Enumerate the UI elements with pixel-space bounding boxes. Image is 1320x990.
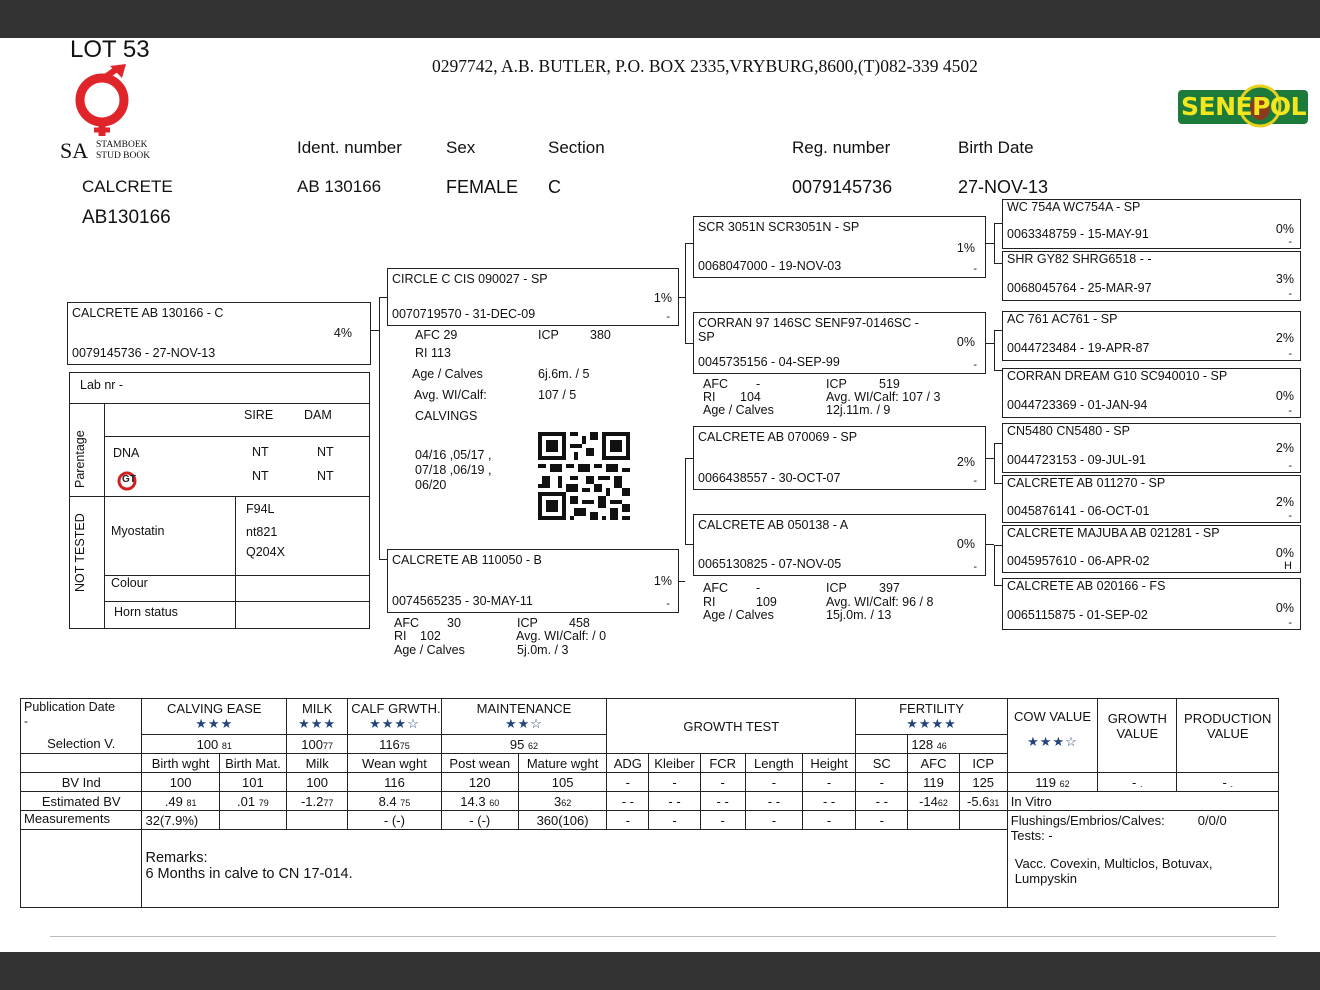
bv-cell: - bbox=[607, 773, 649, 792]
subject-name: CALCRETE AB 130166 - C bbox=[72, 306, 224, 320]
g3-box-7: CALCRETE MAJUBA AB 021281 - SP 0% 0045957610 - 06-APR-02 H bbox=[1002, 525, 1301, 573]
est-cell: -5.631 bbox=[959, 792, 1007, 811]
sex-value: FEMALE bbox=[446, 177, 519, 197]
calving-ease-cell bbox=[142, 699, 287, 735]
lot-number: LOT 53 bbox=[70, 36, 150, 63]
g2-pct-1: 1% bbox=[956, 241, 975, 255]
g3-reg-4: 0044723369 - 01-JAN-94 bbox=[1007, 398, 1148, 412]
reg-label: Reg. number bbox=[792, 138, 891, 157]
dam-age-value: 6j.6m. / 5 bbox=[538, 367, 590, 381]
g2b-age-value: 15j.0m. / 13 bbox=[826, 608, 892, 622]
head-icp: ICP bbox=[959, 754, 1007, 773]
bv-ind-label: BV Ind bbox=[21, 773, 142, 792]
g2-box-4: CALCRETE AB 050138 - A 0% 0065130825 - 07-NOV-05 - bbox=[693, 514, 986, 576]
flushings-cell bbox=[1007, 811, 1278, 908]
sire-box: CIRCLE C CIS 090027 - SP 1% 0070719570 - 31-DEC-09 - bbox=[387, 268, 679, 326]
sire-reg: 0070719570 - 31-DEC-09 bbox=[392, 307, 536, 321]
meas-cell: - bbox=[607, 811, 649, 830]
g3-pct-1: 0% bbox=[1275, 222, 1294, 236]
est-cell: - - bbox=[649, 792, 700, 811]
g3-name-8: CALCRETE AB 020166 - FS bbox=[1007, 579, 1166, 593]
birth-label: Birth Date bbox=[958, 138, 1034, 157]
dam-wi-label: Avg. WI/Calf: bbox=[414, 388, 487, 402]
g2-name-2b: SP bbox=[698, 330, 715, 344]
head-milk: Milk bbox=[287, 754, 348, 773]
calving-ease-stars: ★★★ bbox=[195, 716, 234, 731]
g2-name-1: SCR 3051N SCR3051N - SP bbox=[698, 220, 860, 234]
head-afc: AFC bbox=[908, 754, 959, 773]
sire-name: CIRCLE C CIS 090027 - SP bbox=[392, 272, 548, 286]
est-cell: - - bbox=[856, 792, 908, 811]
dam-low-afc-value: 30 bbox=[447, 616, 461, 630]
head-birth-mat: Birth Mat. bbox=[219, 754, 286, 773]
dam-ri: RI 113 bbox=[415, 346, 451, 360]
est-cell: - - bbox=[607, 792, 649, 811]
g3-reg-5: 0044723153 - 09-JUL-91 bbox=[1007, 453, 1146, 467]
lab-dam: DAM bbox=[304, 408, 332, 422]
fertility-stars: ★★★★ bbox=[906, 716, 957, 731]
g2a-wi: Avg. WI/Calf: 107 / 3 bbox=[826, 390, 941, 404]
g3-name-1: WC 754A WC754A - SP bbox=[1007, 200, 1141, 214]
dna-label: DNA bbox=[113, 446, 140, 460]
gt-logo-icon bbox=[117, 471, 139, 491]
bv-cell: 116 bbox=[348, 773, 441, 792]
g3-name-5: CN5480 CN5480 - SP bbox=[1007, 424, 1130, 438]
selv-fertility: 128 46 bbox=[908, 735, 1007, 754]
est-cell: 8.4 75 bbox=[348, 792, 441, 811]
pub-date-label: Publication Date bbox=[24, 700, 116, 714]
g3-pct-8: 0% bbox=[1275, 601, 1294, 615]
ident-value: AB 130166 bbox=[297, 177, 382, 196]
sire-pct: 1% bbox=[653, 291, 672, 305]
bv-cell: 119 bbox=[908, 773, 959, 792]
dam-low-age-value: 5j.0m. / 3 bbox=[517, 643, 569, 657]
g2a-afc-value: - bbox=[756, 377, 761, 391]
g2-box-2: CORRAN 97 146SC SENF97-0146SC - SP 0% 0045735156 - 04-SEP-99 - bbox=[693, 312, 986, 374]
g3-name-2: SHR GY82 SHRG6518 - - bbox=[1007, 252, 1152, 266]
production-value-cell: PRODUCTION VALUE bbox=[1177, 699, 1279, 773]
estimated-bv-label: Estimated BV bbox=[21, 792, 142, 811]
meas-cell: 360(106) bbox=[518, 811, 606, 830]
gt-logo-text: GT bbox=[122, 474, 136, 485]
growth-bv: - . bbox=[1098, 773, 1177, 792]
horn-label: Horn status bbox=[114, 605, 178, 619]
calving-ease-label: CALVING EASE bbox=[167, 701, 262, 716]
not-tested-label: NOT TESTED bbox=[73, 513, 87, 592]
colour-label: Colour bbox=[111, 576, 148, 590]
head-length: Length bbox=[745, 754, 802, 773]
lab-number: Lab nr - bbox=[80, 378, 124, 392]
vaccination-line-1: Vacc. Covexin, Multiclos, Botuvax, bbox=[1014, 856, 1213, 871]
dam-afc: AFC 29 bbox=[415, 328, 458, 342]
g3-box-4: CORRAN DREAM G10 SC940010 - SP 0% 0044723369 - 01-JAN-94 - bbox=[1002, 368, 1301, 418]
g2b-icp-value: 397 bbox=[879, 581, 900, 595]
flushings-value: 0/0/0 bbox=[1197, 813, 1227, 828]
meas-cell bbox=[959, 811, 1007, 830]
g2b-icp: ICP bbox=[826, 581, 847, 595]
dam-low-icp: ICP bbox=[517, 616, 538, 630]
dam-box: CALCRETE AB 110050 - B 1% 0074565235 - 30-MAY-11 - bbox=[387, 549, 679, 613]
remarks-label: Remarks: bbox=[145, 850, 208, 866]
g2a-ri: RI bbox=[703, 390, 716, 404]
head-sc: SC bbox=[856, 754, 908, 773]
g2-name-3: CALCRETE AB 070069 - SP bbox=[698, 430, 858, 444]
g3-pct-4: 0% bbox=[1275, 389, 1294, 403]
g3-name-6: CALCRETE AB 011270 - SP bbox=[1007, 476, 1166, 490]
g3-reg-1: 0063348759 - 15-MAY-91 bbox=[1007, 227, 1149, 241]
bv-cell: - bbox=[649, 773, 700, 792]
dna-sire-2: NT bbox=[252, 469, 269, 483]
meas-cell: - (-) bbox=[348, 811, 441, 830]
g2-pct-4: 0% bbox=[956, 537, 975, 551]
logo-sa-letters: SA bbox=[60, 138, 89, 163]
g2-reg-1: 0068047000 - 19-NOV-03 bbox=[698, 259, 842, 273]
g2-name-2: CORRAN 97 146SC SENF97-0146SC - bbox=[698, 316, 919, 330]
breeding-values-table bbox=[20, 698, 1279, 908]
dam-low-afc: AFC bbox=[394, 616, 419, 630]
milk-cell bbox=[287, 699, 348, 735]
g3-pct-6: 2% bbox=[1275, 495, 1294, 509]
g2b-afc-value: - bbox=[756, 581, 761, 595]
growth-test-cell: GROWTH TEST bbox=[607, 699, 856, 754]
dna-dam-1: NT bbox=[317, 445, 334, 459]
herd-name: CALCRETE bbox=[82, 177, 173, 196]
dam-low-icp-value: 458 bbox=[569, 616, 590, 630]
bv-cell: - bbox=[745, 773, 802, 792]
maintenance-label: MAINTENANCE bbox=[476, 701, 572, 716]
fertility-cell bbox=[856, 699, 1008, 735]
flushings-label: Flushings/Embrios/Calves: bbox=[1010, 813, 1165, 828]
g2b-ri: RI bbox=[703, 595, 716, 609]
g2a-icp-value: 519 bbox=[879, 377, 900, 391]
milk-stars: ★★★ bbox=[298, 716, 337, 731]
est-cell: - - bbox=[803, 792, 856, 811]
production-bv: - . bbox=[1177, 773, 1279, 792]
calvings-line-1: 04/16 ,05/17 , bbox=[415, 448, 492, 462]
bv-cell: - bbox=[803, 773, 856, 792]
maintenance-cell bbox=[441, 699, 607, 735]
cow-value-cell bbox=[1007, 699, 1097, 773]
head-height: Height bbox=[803, 754, 856, 773]
section-value: C bbox=[548, 177, 561, 197]
in-vitro-label: In Vitro bbox=[1007, 792, 1278, 811]
fertility-label: FERTILITY bbox=[899, 701, 964, 716]
dam-reg: 0074565235 - 30-MAY-11 bbox=[392, 594, 533, 608]
calvings-line-2: 07/18 ,06/19 , bbox=[415, 463, 492, 477]
g2-reg-3: 0066438557 - 30-OCT-07 bbox=[698, 471, 841, 485]
selv-calf-growth: 11675 bbox=[348, 735, 441, 754]
dam-low-ri: RI bbox=[394, 629, 407, 643]
g3-box-8: CALCRETE AB 020166 - FS 0% 0065115875 - 01-SEP-02 - bbox=[1002, 578, 1301, 630]
logo-sa-line2: STUD BOOK bbox=[96, 151, 151, 161]
dam-wi-value: 107 / 5 bbox=[538, 388, 577, 402]
g3-box-6: CALCRETE AB 011270 - SP 2% 0045876141 - 06-OCT-01 - bbox=[1002, 475, 1301, 523]
bv-cell: 100 bbox=[287, 773, 348, 792]
senepol-logo bbox=[1178, 84, 1308, 128]
tests-label: Tests: - bbox=[1010, 828, 1053, 843]
bv-cell: 125 bbox=[959, 773, 1007, 792]
remarks-text: 6 Months in calve to CN 17-014. bbox=[145, 866, 353, 882]
myostatin-f94l: F94L bbox=[246, 502, 275, 516]
est-cell: -1462 bbox=[908, 792, 959, 811]
senepol-text: SENEPOL bbox=[1181, 92, 1307, 121]
meas-cell bbox=[219, 811, 286, 830]
meas-cell: 32(7.9%) bbox=[142, 811, 219, 830]
milk-label: MILK bbox=[301, 701, 333, 716]
g2-reg-2: 0045735156 - 04-SEP-99 bbox=[698, 355, 840, 369]
g2-box-1: SCR 3051N SCR3051N - SP 1% 0068047000 - 19-NOV-03 - bbox=[693, 216, 986, 278]
qr-code-icon bbox=[538, 432, 630, 520]
g3-reg-7: 0045957610 - 06-APR-02 bbox=[1007, 554, 1150, 568]
cow-bv: 119 62 bbox=[1007, 773, 1097, 792]
est-cell: - - bbox=[700, 792, 745, 811]
growth-value-cell: GROWTH VALUE bbox=[1098, 699, 1177, 773]
calf-growth-stars: ★★★☆ bbox=[369, 716, 420, 731]
est-cell: 14.3 60 bbox=[441, 792, 518, 811]
g2a-ri-value: 104 bbox=[740, 390, 761, 404]
g2a-afc: AFC bbox=[703, 377, 728, 391]
g3-pct-3: 2% bbox=[1275, 331, 1294, 345]
bv-cell: 101 bbox=[219, 773, 286, 792]
ident-label: Ident. number bbox=[297, 138, 402, 157]
est-cell: 362 bbox=[518, 792, 606, 811]
g3-reg-8: 0065115875 - 01-SEP-02 bbox=[1007, 608, 1148, 622]
bv-cell: 120 bbox=[441, 773, 518, 792]
calf-growth-cell bbox=[348, 699, 441, 735]
g2b-ri-value: 109 bbox=[756, 595, 777, 609]
cow-value-stars: ★★★☆ bbox=[1027, 734, 1078, 749]
bv-cell: 100 bbox=[142, 773, 219, 792]
head-post-wean: Post wean bbox=[441, 754, 518, 773]
bv-cell: - bbox=[700, 773, 745, 792]
g2b-afc: AFC bbox=[703, 581, 728, 595]
meas-cell: - bbox=[649, 811, 700, 830]
g3-box-3: AC 761 AC761 - SP 2% 0044723484 - 19-APR-87 - bbox=[1002, 311, 1301, 361]
est-cell: .01 79 bbox=[219, 792, 286, 811]
g3-box-5: CN5480 CN5480 - SP 2% 0044723153 - 09-JUL-91 - bbox=[1002, 423, 1301, 473]
dam-icp-label: ICP bbox=[538, 328, 559, 342]
dam-age-label: Age / Calves bbox=[412, 367, 483, 381]
parentage-label: Parentage bbox=[73, 430, 87, 488]
measurements-label: Measurements bbox=[21, 811, 142, 830]
g2-pct-3: 2% bbox=[956, 455, 975, 469]
meas-cell bbox=[908, 811, 959, 830]
g2-pct-2: 0% bbox=[956, 335, 975, 349]
calvings-label: CALVINGS bbox=[415, 409, 478, 423]
selection-v-label: Selection V. bbox=[21, 734, 142, 753]
reg-value: 0079145736 bbox=[792, 177, 893, 197]
cow-value-label: COW VALUE bbox=[1013, 709, 1091, 724]
subject-box bbox=[67, 302, 371, 365]
est-cell: -1.277 bbox=[287, 792, 348, 811]
meas-cell: - bbox=[745, 811, 802, 830]
head-kleiber: Kleiber bbox=[649, 754, 700, 773]
top-bar bbox=[0, 0, 1320, 38]
g3-pct-5: 2% bbox=[1275, 441, 1294, 455]
head-wean-wght: Wean wght bbox=[348, 754, 441, 773]
bv-cell: 105 bbox=[518, 773, 606, 792]
breeder-address: 0297742, A.B. BUTLER, P.O. BOX 2335,VRYBURG,8600,(T)082-339 4502 bbox=[432, 56, 978, 76]
est-cell: .49 81 bbox=[142, 792, 219, 811]
vaccination-line-2: Lumpyskin bbox=[1014, 871, 1077, 886]
dam-low-wi: Avg. WI/Calf: / 0 bbox=[516, 629, 607, 643]
calf-growth-label: CALF GRWTH. bbox=[351, 701, 441, 716]
selv-maintenance: 95 62 bbox=[441, 735, 607, 754]
bottom-bar bbox=[0, 952, 1320, 990]
pub-date-value: - bbox=[24, 714, 28, 728]
g3-box-2: SHR GY82 SHRG6518 - - 3% 0068045764 - 25-MAR-97 - bbox=[1002, 251, 1301, 301]
head-adg: ADG bbox=[607, 754, 649, 773]
g3-reg-3: 0044723484 - 19-APR-87 bbox=[1007, 341, 1150, 355]
selv-calving: 100 81 bbox=[142, 735, 287, 754]
g3-name-7: CALCRETE MAJUBA AB 021281 - SP bbox=[1007, 526, 1220, 540]
remarks-cell bbox=[142, 830, 1007, 908]
studbook-logo-icon bbox=[70, 64, 136, 140]
g3-name-3: AC 761 AC761 - SP bbox=[1007, 312, 1118, 326]
selv-milk: 10077 bbox=[287, 735, 348, 754]
dam-name: CALCRETE AB 110050 - B bbox=[392, 553, 542, 567]
g3-pct-2: 3% bbox=[1275, 272, 1294, 286]
dna-sire-1: NT bbox=[252, 445, 269, 459]
meas-cell: - (-) bbox=[441, 811, 518, 830]
logo-sa-line1: STAMBOEK bbox=[96, 140, 148, 150]
lab-sire: SIRE bbox=[244, 408, 274, 422]
meas-cell: - bbox=[856, 811, 908, 830]
sex-label: Sex bbox=[446, 138, 476, 157]
myostatin-q204x: Q204X bbox=[246, 545, 285, 559]
est-cell: - - bbox=[745, 792, 802, 811]
dna-dam-2: NT bbox=[317, 469, 334, 483]
meas-cell bbox=[287, 811, 348, 830]
bv-cell: - bbox=[856, 773, 908, 792]
head-fcr: FCR bbox=[700, 754, 745, 773]
head-birth-wght: Birth wght bbox=[142, 754, 219, 773]
myostatin-nt821: nt821 bbox=[246, 525, 278, 539]
herd-id: AB130166 bbox=[82, 207, 171, 228]
dam-icp-value: 380 bbox=[590, 328, 611, 342]
dam-low-ri-value: 102 bbox=[420, 629, 441, 643]
section-label: Section bbox=[548, 138, 605, 157]
g3-name-4: CORRAN DREAM G10 SC940010 - SP bbox=[1007, 369, 1228, 383]
dam-pct: 1% bbox=[653, 574, 672, 588]
subject-pct: 4% bbox=[333, 326, 352, 340]
maintenance-stars: ★★☆ bbox=[504, 716, 543, 731]
g2-name-4: CALCRETE AB 050138 - A bbox=[698, 518, 849, 532]
g3-pct-7: 0% bbox=[1275, 546, 1294, 560]
g2-reg-4: 0065130825 - 07-NOV-05 bbox=[698, 557, 842, 571]
subject-reg: 0079145736 - 27-NOV-13 bbox=[72, 346, 216, 360]
g3-reg-6: 0045876141 - 06-OCT-01 bbox=[1007, 504, 1150, 518]
meas-cell: - bbox=[803, 811, 856, 830]
g2-box-3: CALCRETE AB 070069 - SP 2% 0066438557 - 30-OCT-07 - bbox=[693, 426, 986, 490]
g3-reg-2: 0068045764 - 25-MAR-97 bbox=[1007, 281, 1152, 295]
dam-low-age: Age / Calves bbox=[394, 643, 465, 657]
myostatin-label: Myostatin bbox=[111, 524, 165, 538]
calvings-line-3: 06/20 bbox=[415, 478, 447, 492]
g3-box-1: WC 754A WC754A - SP 0% 0063348759 - 15-MAY-91 - bbox=[1002, 199, 1301, 249]
head-mature-wght: Mature wght bbox=[518, 754, 606, 773]
g2a-age: Age / Calves bbox=[703, 403, 774, 417]
g2a-icp: ICP bbox=[826, 377, 847, 391]
birth-value: 27-NOV-13 bbox=[958, 177, 1049, 197]
g2b-age: Age / Calves bbox=[703, 608, 774, 622]
g2b-wi: Avg. WI/Calf: 96 / 8 bbox=[826, 595, 934, 609]
meas-cell: - bbox=[700, 811, 745, 830]
g2a-age-value: 12j.11m. / 9 bbox=[826, 403, 891, 417]
